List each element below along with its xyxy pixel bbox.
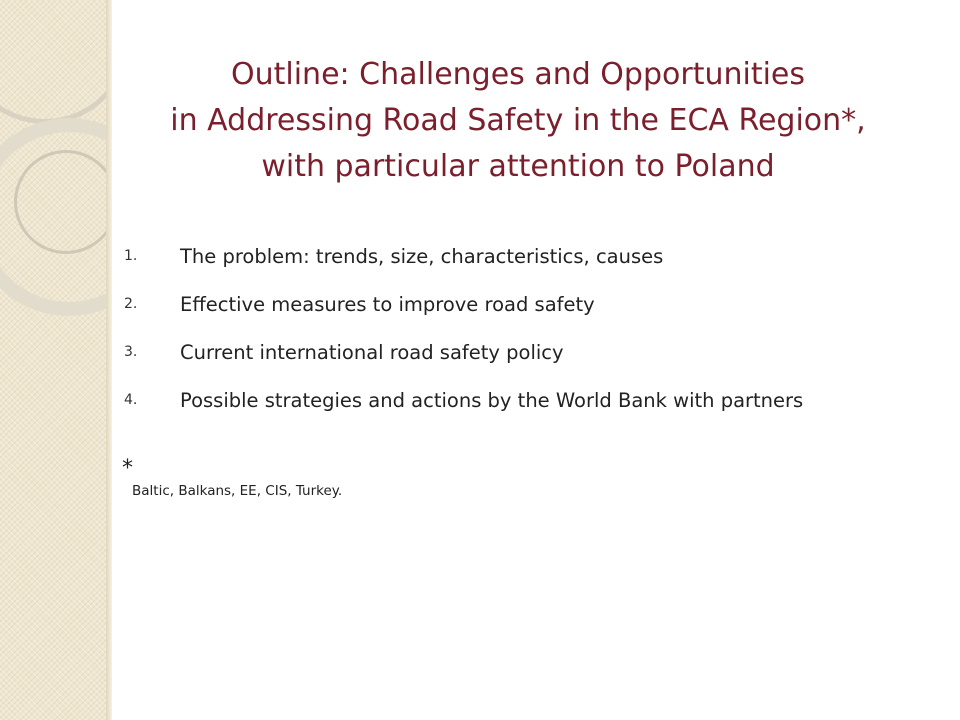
list-item-number: 2. [124, 296, 138, 312]
decorative-ring-inner [14, 150, 108, 254]
title-line-1: Outline: Challenges and Opportunities [231, 57, 805, 92]
footnote-text: Baltic, Balkans, EE, CIS, Turkey. [132, 483, 343, 499]
decorative-ring-top [0, 0, 108, 124]
list-item [124, 376, 803, 424]
list-item-number: 3. [124, 344, 138, 360]
list-item-number: 4. [124, 392, 138, 408]
list-item [124, 232, 803, 280]
list-item-text: Current international road safety policy [180, 340, 564, 364]
decorative-side-panel [0, 0, 108, 720]
list-item-text: Possible strategies and actions by the World Bank with partners [180, 388, 804, 412]
list-item [124, 328, 803, 376]
outline-list [124, 232, 803, 424]
slide-title [112, 52, 924, 190]
title-line-2: in Addressing Road Safety in the ECA Region*, [170, 103, 866, 138]
list-item-number: 1. [124, 248, 138, 264]
list-item-text: Effective measures to improve road safety [180, 292, 595, 316]
list-item-text: The problem: trends, size, characteristics, causes [180, 244, 664, 268]
list-item [124, 280, 803, 328]
title-line-3: with particular attention to Poland [261, 149, 775, 184]
footnote-marker: * [122, 456, 133, 481]
